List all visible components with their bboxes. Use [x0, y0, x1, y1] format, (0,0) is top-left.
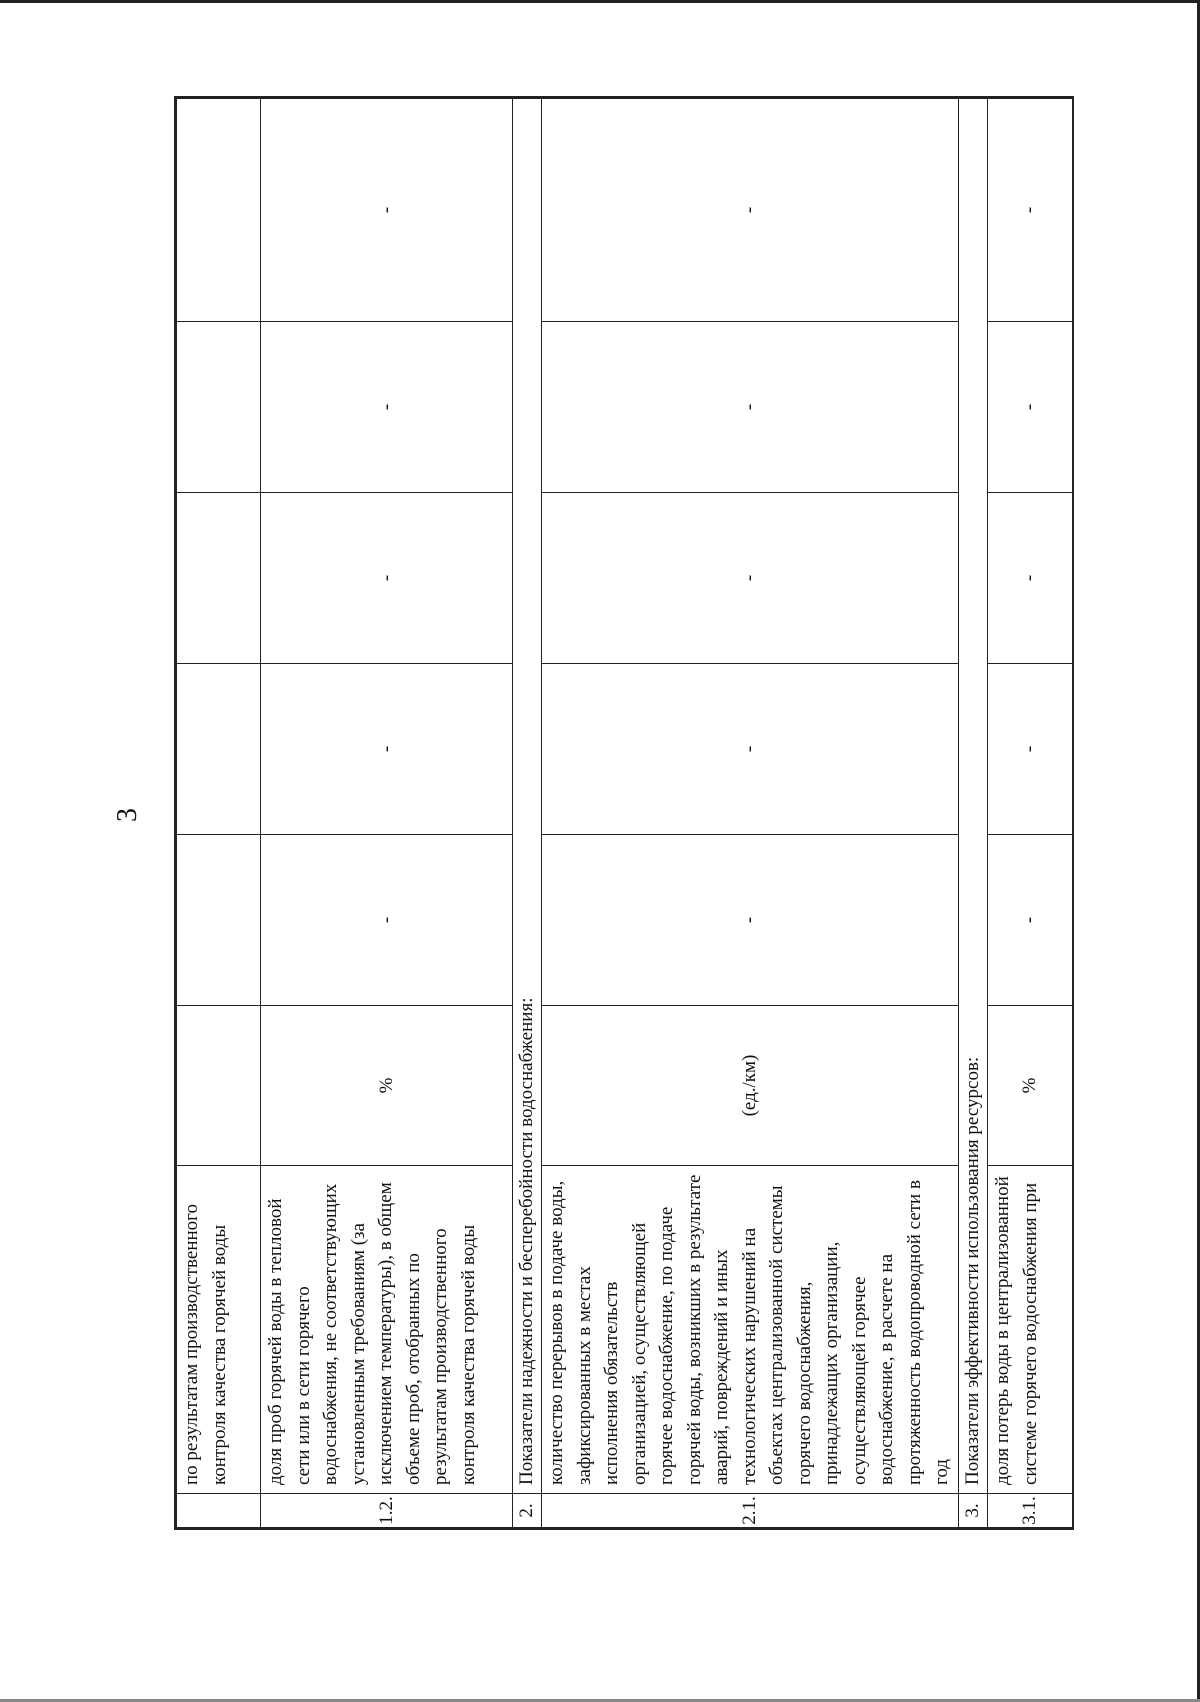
value-cell: - — [988, 493, 1073, 664]
indicator-description: по результатам производственного контроля качества горячей воды — [177, 1166, 261, 1494]
table-section-row-2 — [513, 99, 542, 1528]
section-number: 2. — [513, 1494, 542, 1528]
value-cell: - — [542, 322, 959, 493]
unit-cell: % — [261, 1006, 513, 1166]
row-number: 2.1. — [542, 1494, 959, 1528]
table-row-continuation — [177, 99, 261, 1528]
section-number: 3. — [959, 1494, 988, 1528]
value-cell: - — [542, 99, 959, 322]
table-section-row-3 — [959, 99, 988, 1528]
section-title: Показатели надежности и бесперебойности водоснабжения: — [513, 99, 542, 1494]
indicators-table-frame — [174, 96, 1074, 1530]
value-cell: - — [261, 99, 513, 322]
unit-cell: (ед./км) — [542, 1006, 959, 1166]
section-title: Показатели эффективности использования ресурсов: — [959, 99, 988, 1494]
row-number: 1.2. — [261, 1494, 513, 1528]
value-cell: - — [261, 664, 513, 835]
unit-cell — [177, 1006, 261, 1166]
value-cell: - — [542, 493, 959, 664]
value-cell — [177, 99, 261, 322]
value-cell — [177, 322, 261, 493]
value-cell: - — [988, 99, 1073, 322]
value-cell: - — [988, 835, 1073, 1006]
value-cell: - — [988, 664, 1073, 835]
row-number: 3.1. — [988, 1494, 1073, 1528]
rotated-table-container — [176, 98, 1072, 1528]
table-row-1-2 — [261, 99, 513, 1528]
scan-edge-top — [0, 0, 1200, 3]
row-number-cell — [177, 1494, 261, 1528]
indicators-table — [176, 98, 1073, 1528]
indicator-description: количество перерывов в подаче воды, зафиксированных в местах исполнения обязательств организацией, осуществляющей горячее водоснабжение, по подаче горячей воды, возникших в результате аварий, повреждений и иных технологических нарушений на объектах централизованной системы горячего водоснабжения, принадлежащих организации, осуществляющей горячее водоснабжение, в расчете на протяженность водопроводной сети в год — [542, 1166, 959, 1494]
table-row-2-1 — [542, 99, 959, 1528]
table-row-3-1 — [988, 99, 1073, 1528]
value-cell: - — [988, 322, 1073, 493]
value-cell: - — [261, 322, 513, 493]
unit-cell: % — [988, 1006, 1073, 1166]
value-cell: - — [261, 493, 513, 664]
value-cell — [177, 493, 261, 664]
indicator-description: доля потерь воды в централизованной системе горячего водоснабжения при — [988, 1166, 1073, 1494]
value-cell: - — [261, 835, 513, 1006]
page-number: 3 — [112, 808, 143, 822]
value-cell — [177, 664, 261, 835]
indicator-description: доля проб горячей воды в тепловой сети или в сети горячего водоснабжения, не соответствующих установленным требованиям (за исключением температуры), в общем объеме проб, отобранных по результатам производственного контроля качества горячей воды — [261, 1166, 513, 1494]
value-cell — [177, 835, 261, 1006]
value-cell: - — [542, 664, 959, 835]
value-cell: - — [542, 835, 959, 1006]
